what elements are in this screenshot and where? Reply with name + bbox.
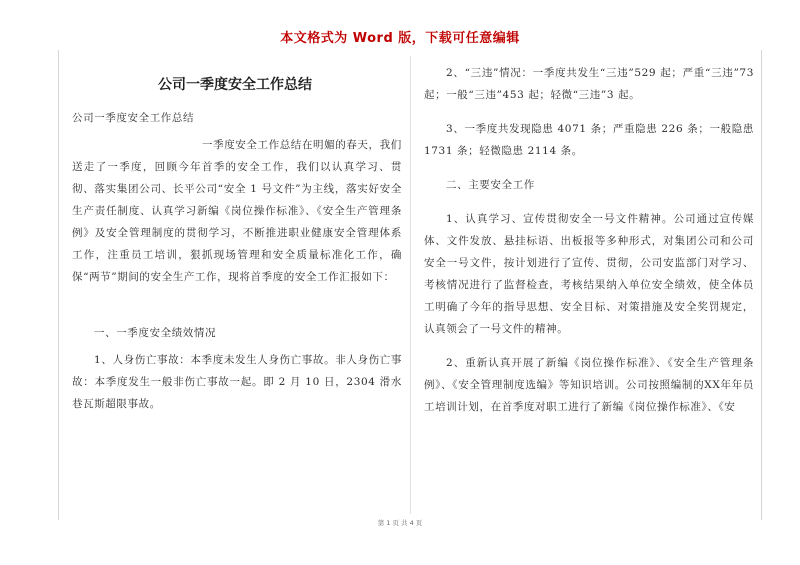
left-column (72, 107, 402, 415)
section-heading-2: 二、主要安全工作 (446, 179, 535, 191)
document-title: 公司一季度安全工作总结 (158, 77, 312, 93)
section-heading-1: 一、一季度安全绩效情况 (94, 327, 217, 339)
column-divider (410, 56, 411, 514)
right-column (424, 62, 754, 418)
page-number: 第 1 页 共 4 页 (377, 519, 423, 527)
paragraph-work-2: 2、重新认真开展了新编《岗位操作标准》、《安全生产管理条例》、《安全管理制度选编》等知识培训。公司按照编制的XX年年员工培训计划，在首季度对职工进行了新编《岗位操作标准》、《安 (424, 357, 754, 413)
intro-first-line: 一季度安全工作总结在明媚的春天，我们 (202, 139, 402, 151)
paragraph-item-1: 1、人身伤亡事故：本季度未发生人身伤亡事故。非人身伤亡事故：本季度发生一般非伤亡事故一起。即 2 月 10 日，2304 滑水巷瓦斯超限事故。 (72, 354, 402, 410)
intro-paragraph: 送走了一季度，回顾今年首季的安全工作，我们以认真学习、贯彻、落实集团公司、长平公司“安全 1 号文件”为主线，落实好安全生产责任制度、认真学习新编《岗位操作标准》、《安全生产管理条例》及安全管理制度的贯彻学习，不断推进职业健康安全管理体系工作，注重员工培训，狠抓现场管理和安全质量标准化工作，确保“两节”期间的安全生产工作，现将首季度的安全工作汇报如下： (72, 161, 402, 283)
paragraph-item-2: 2、“三违”情况：一季度共发生“三违”529 起；严重“三违”73 起；一般“三违”453 起；轻微“三违”3 起。 (424, 67, 754, 101)
paragraph-work-1: 1、认真学习、宣传贯彻安全一号文件精神。公司通过宣传媒体、文件发放、悬挂标语、出板报等多种形式，对集团公司和公司安全一号文件，按计划进行了宣传、贯彻，公司安监部门对学习、考核情况进行了监督检查，考核结果纳入单位安全绩效，使全体员工明确了今年的指导思想、安全目标、对策措施及安全奖罚规定，认真领会了一号文件的精神。 (424, 213, 754, 335)
subtitle: 公司一季度安全工作总结 (72, 112, 195, 124)
download-banner: 本文格式为 Word 版，下载可任意编辑 (280, 31, 520, 46)
paragraph-item-3: 3、一季度共发现隐患 4071 条；严重隐患 226 条；一般隐患 1731 条；轻微隐患 2114 条。 (424, 123, 754, 157)
